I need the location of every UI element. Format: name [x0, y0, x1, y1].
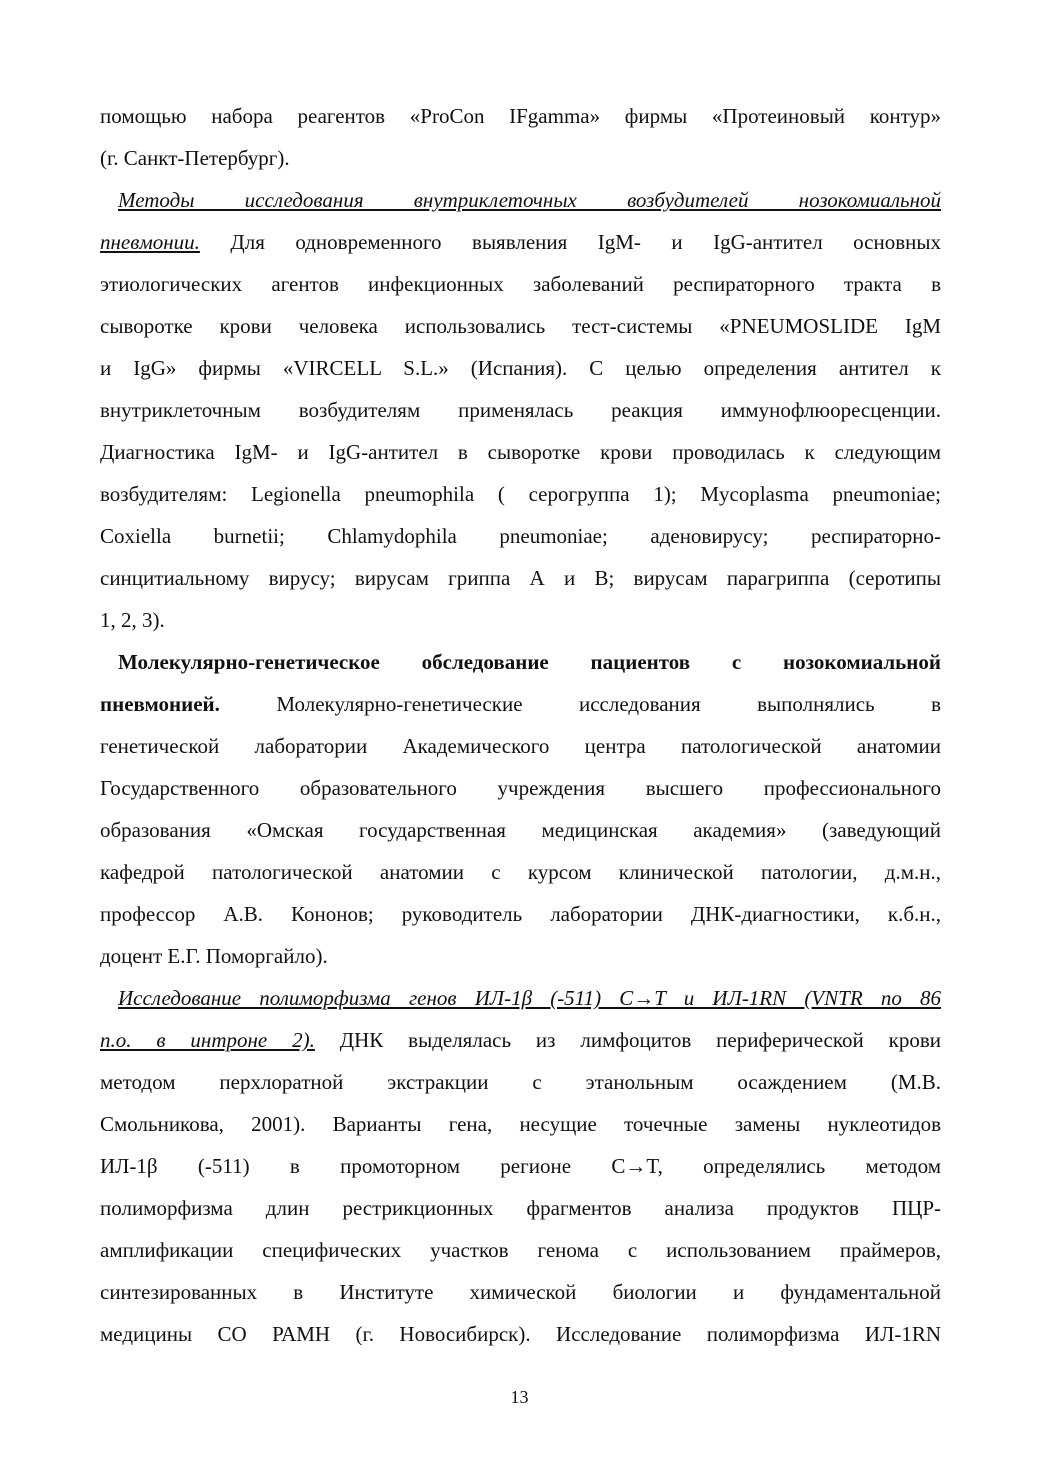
text-line: профессор А.В. Кононов; руководитель лаборатории ДНК-диагностики, к.б.н., — [100, 902, 941, 926]
text-line: медицины СО РАМН (г. Новосибирск). Исследование полиморфизма ИЛ-1RN — [100, 1322, 941, 1346]
text-line: этиологических агентов инфекционных заболеваний респираторного тракта в — [100, 272, 941, 296]
text-line — [100, 1019, 941, 1061]
text-line: Государственного образовательного учреждения высшего профессионального — [100, 776, 941, 800]
section-heading-bold: Молекулярно-генетическое обследование пациентов с нозокомиальной — [118, 650, 941, 674]
text-span: Молекулярно-генетические исследования выполнялись в — [219, 692, 941, 716]
text-line: кафедрой патологической анатомии с курсом клинической патологии, д.м.н., — [100, 860, 941, 884]
section-heading: п.о. в интроне 2). — [100, 1028, 315, 1052]
section-heading-bold: пневмонией. — [100, 692, 220, 716]
body-text — [100, 95, 941, 1355]
text-line — [100, 683, 941, 725]
text-span: Для одновременного выявления IgM- и IgG-антител основных — [199, 230, 941, 254]
text-line: возбудителям: Legionella pneumophila ( серогруппа 1); Mycoplasma pneumoniae; — [100, 482, 941, 506]
text-line: методом перхлоратной экстракции с этанольным осаждением (М.В. — [100, 1070, 941, 1094]
text-line: синтезированных в Институте химической биологии и фундаментальной — [100, 1280, 941, 1304]
text-line: амплификации специфических участков генома с использованием праймеров, — [100, 1238, 941, 1262]
text-line: доцент Е.Г. Поморгайло). — [100, 944, 328, 968]
section-heading-line — [100, 641, 941, 683]
text-line: генетической лаборатории Академического центра патологической анатомии — [100, 734, 941, 758]
text-span: ДНК выделялась из лимфоцитов периферической крови — [314, 1028, 941, 1052]
section-heading: пневмонии. — [100, 230, 200, 254]
text-line: образования «Омская государственная медицинская академия» (заведующий — [100, 818, 941, 842]
text-line: Coxiella burnetii; Chlamydophila pneumoniae; аденовирусу; респираторно- — [100, 524, 941, 548]
text-line: внутриклеточным возбудителям применялась реакция иммунофлюоресценции. — [100, 398, 941, 422]
text-line: и IgG» фирмы «VIRCELL S.L.» (Испания). С целью определения антител к — [100, 356, 941, 380]
section-heading: Методы исследования внутриклеточных возбудителей нозокомиальной — [118, 188, 941, 212]
text-line: полиморфизма длин рестрикционных фрагментов анализа продуктов ПЦР- — [100, 1196, 941, 1220]
text-line: Диагностика IgM- и IgG-антител в сыворотке крови проводилась к следующим — [100, 440, 941, 464]
text-line: ИЛ-1β (-511) в промоторном регионе C→T, определялись методом — [100, 1154, 941, 1178]
text-line — [100, 221, 941, 263]
section-heading: Исследование полиморфизма генов ИЛ-1β (-511) C→T и ИЛ-1RN (VNTR по 86 — [118, 986, 941, 1010]
text-line: 1, 2, 3). — [100, 608, 165, 632]
text-line: Смольникова, 2001). Варианты гена, несущие точечные замены нуклеотидов — [100, 1112, 941, 1136]
text-line: сыворотке крови человека использовались тест-системы «PNEUMOSLIDE IgM — [100, 314, 941, 338]
text-line: помощью набора реагентов «ProCon IFgamma» фирмы «Протеиновый контур» — [100, 104, 941, 128]
text-line: синцитиальному вирусу; вирусам гриппа А и В; вирусам парагриппа (серотипы — [100, 566, 941, 590]
page-number: 13 — [510, 1387, 529, 1407]
section-heading-line — [100, 977, 941, 1019]
text-line: (г. Санкт-Петербург). — [100, 146, 290, 170]
section-heading-line — [100, 179, 941, 221]
